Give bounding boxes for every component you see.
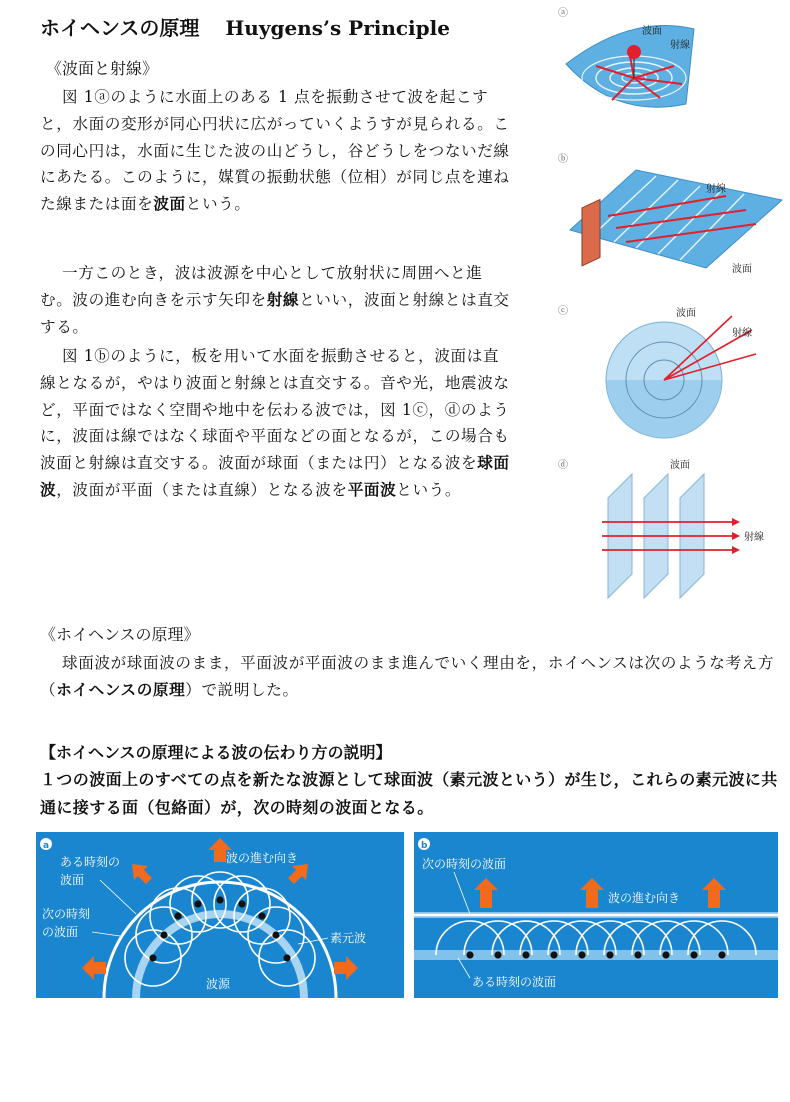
- figure-1c-label: ⓒ: [558, 306, 568, 317]
- paragraph-wavefront: 図 1ⓐのように水面上のある 1 点を振動させて波を起こすと，水面の変形が同心円状に広がっていくようすが見られる。この同心円は，水面に生じた波の山どうし，谷どうしをつないだ線にあたる。このように，媒質の振動状態（位相）が同じ点を連ねた線または面を波面という。: [40, 88, 510, 214]
- section-heading-huygens: 《ホイヘンスの原理》: [40, 625, 200, 644]
- figure-1d-ray-label: 射線: [744, 532, 764, 543]
- figure-1d-label: ⓓ: [558, 460, 568, 471]
- figure-huygens-a-current-l2: 波面: [60, 873, 85, 887]
- figure-huygens-b: [414, 832, 778, 998]
- figure-huygens-b-current: ある時刻の波面: [472, 975, 557, 989]
- title-ja: ホイヘンスの原理: [40, 16, 200, 40]
- figure-1c-ray-label: 射線: [732, 328, 752, 339]
- figure-huygens-a-next-l1: 次の時刻: [42, 907, 91, 921]
- term-spherical-wave: 球面波: [40, 454, 510, 499]
- term-ray: 射線: [266, 290, 300, 309]
- figure-huygens-b-label: b: [421, 841, 428, 851]
- figure-1d-planes: [556, 456, 776, 601]
- figure-1a-ray-label: 射線: [670, 40, 690, 51]
- paragraph-huygens: 球面波が球面波のまま，平面波が平面波のまま進んでいく理由を，ホイヘンスは次のような考え方（ホイヘンスの原理）で説明した。: [40, 654, 775, 699]
- figure-1c-wavefront-label: 波面: [676, 308, 696, 319]
- term-huygens-principle: ホイヘンスの原理: [56, 680, 186, 699]
- explanation-heading: 【ホイヘンスの原理による波の伝わり方の説明】: [40, 743, 392, 762]
- title-en: Huygens’s Principle: [225, 16, 450, 40]
- figure-1a-water-circular: [556, 4, 696, 124]
- figure-huygens-a-source: 波源: [206, 977, 231, 991]
- figure-1b-ray-label: 射線: [706, 184, 726, 195]
- page-title: [40, 12, 450, 41]
- paragraph-plane-spherical: 図 1ⓑのように，板を用いて水面を振動させると，波面は直線となるが，やはり波面と射線とは直交する。音や光，地震波など，平面ではなく空間や地中を伝わる波では，図 1ⓒ，ⓓのように，波面は線ではなく球面や平面などの面となるが，この場合も波面と射線は直交する。波面が球面（または円）となる波を球面波，波面が平面（または直線）となる波を平面波という。: [40, 347, 510, 499]
- figure-1a-label: ⓐ: [558, 8, 568, 19]
- figure-1b-label: ⓑ: [558, 154, 568, 165]
- figure-huygens-a-elementary: 素元波: [330, 931, 367, 945]
- section-heading-wavefront: 《波面と射線》: [46, 59, 159, 78]
- figure-1a-wavefront-label: 波面: [642, 26, 662, 37]
- term-wavefront: 波面: [153, 195, 186, 214]
- figure-1d-wavefront-label: 波面: [670, 460, 690, 471]
- figure-1b-water-plane: [556, 150, 786, 280]
- figure-huygens-a-next-l2: の波面: [42, 925, 79, 939]
- figure-1b-wavefront-label: 波面: [732, 264, 752, 275]
- figure-huygens-a-label: a: [43, 841, 50, 851]
- figure-huygens-a-direction: 波の進む向き: [226, 851, 299, 865]
- figure-huygens-b-next: 次の時刻の波面: [422, 857, 507, 871]
- figure-huygens-b-direction: 波の進む向き: [608, 891, 681, 905]
- figure-1c-sphere: [556, 302, 776, 442]
- figure-huygens-a-current-l1: ある時刻の: [60, 855, 121, 869]
- paragraph-ray: 一方このとき，波は波源を中心として放射状に周囲へと進む。波の進む向きを示す矢印を射線といい，波面と射線とは直交する。: [40, 264, 510, 336]
- figure-huygens-a: [36, 832, 404, 998]
- term-plane-wave: 平面波: [347, 480, 397, 499]
- explanation-text: １つの波面上のすべての点を新たな波源として球面波（素元波という）が生じ，これらの素元波に共通に接する面（包絡面）が，次の時刻の波面となる。: [40, 770, 778, 817]
